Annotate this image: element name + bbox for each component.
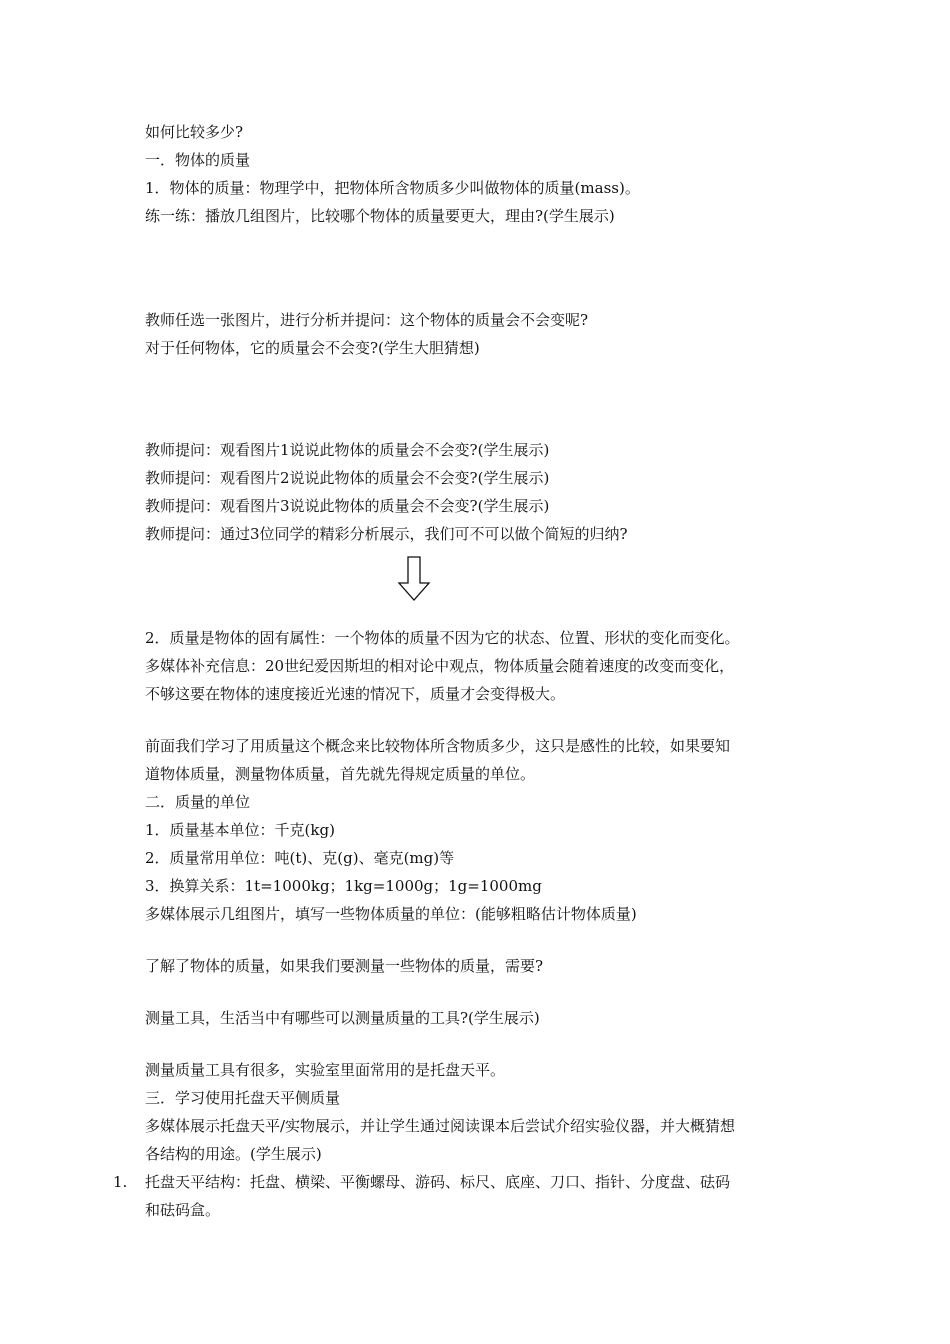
section-heading-units: 二．质量的单位 <box>145 793 251 811</box>
practice-line: 练一练：播放几组图片，比较哪个物体的质量要更大，理由?(学生展示) <box>145 207 615 225</box>
transition-paragraph-line-2: 道物体质量，测量物体质量，首先就先得规定质量的单位。 <box>145 765 536 783</box>
balance-display-line-1: 多媒体展示托盘天平/实物展示，并让学生通过阅读课本后尝试介绍实验仪器，并大概猜想 <box>145 1117 736 1135</box>
question-line: 如何比较多少? <box>145 123 244 141</box>
measure-question-line: 了解了物体的质量，如果我们要测量一些物体的质量，需要? <box>145 957 544 975</box>
balance-structure-line-2: 和砝码盒。 <box>145 1201 221 1219</box>
section-heading-mass: 一．物体的质量 <box>145 151 251 169</box>
multimedia-info-line-2: 不够这要在物体的速度接近光速的情况下，质量才会变得极大。 <box>145 685 566 703</box>
list-number: 1. <box>113 1173 128 1191</box>
balance-structure-line-1: 托盘天平结构：托盘、横梁、平衡螺母、游码、标尺、底座、刀口、指针、分度盘、砝码 <box>145 1173 731 1191</box>
teacher-question-picture-2: 教师提问：观看图片2说说此物体的质量会不会变?(学生展示) <box>145 469 550 487</box>
balance-intro-line: 测量质量工具有很多，实验室里面常用的是托盘天平。 <box>145 1061 506 1079</box>
conversion-line: 3．换算关系：1t=1000kg；1kg=1000g；1g=1000mg <box>145 877 542 895</box>
teacher-question-summary: 教师提问：通过3位同学的精彩分析展示，我们可不可以做个简短的归纳? <box>145 525 628 543</box>
common-units-line: 2．质量常用单位：吨(t)、克(g)、毫克(mg)等 <box>145 849 455 867</box>
balance-display-line-2: 各结构的用途。(学生展示) <box>145 1145 322 1163</box>
definition-mass: 1．物体的质量：物理学中，把物体所含物质多少叫做物体的质量(mass)。 <box>145 179 640 197</box>
property-of-mass: 2．质量是物体的固有属性：一个物体的质量不因为它的状态、位置、形状的变化而变化。 <box>145 629 740 647</box>
multimedia-info-line-1: 多媒体补充信息：20世纪爱因斯坦的相对论中观点，物体质量会随着速度的改变而变化， <box>145 657 735 675</box>
teacher-question-line: 教师任选一张图片，进行分析并提问：这个物体的质量会不会变呢? <box>145 311 589 329</box>
base-unit-line: 1．质量基本单位：千克(kg) <box>145 821 335 839</box>
down-arrow-outline-icon <box>397 556 431 602</box>
tools-question-line: 测量工具，生活当中有哪些可以测量质量的工具?(学生展示) <box>145 1009 540 1027</box>
guess-line: 对于任何物体，它的质量会不会变?(学生大胆猜想) <box>145 339 480 357</box>
multimedia-units-line: 多媒体展示几组图片，填写一些物体质量的单位：(能够粗略估计物体质量) <box>145 905 637 923</box>
transition-paragraph-line-1: 前面我们学习了用质量这个概念来比较物体所含物质多少，这只是感性的比较，如果要知 <box>145 737 731 755</box>
section-heading-balance: 三．学习使用托盘天平侧质量 <box>145 1089 341 1107</box>
teacher-question-picture-1: 教师提问：观看图片1说说此物体的质量会不会变?(学生展示) <box>145 441 550 459</box>
teacher-question-picture-3: 教师提问：观看图片3说说此物体的质量会不会变?(学生展示) <box>145 497 550 515</box>
